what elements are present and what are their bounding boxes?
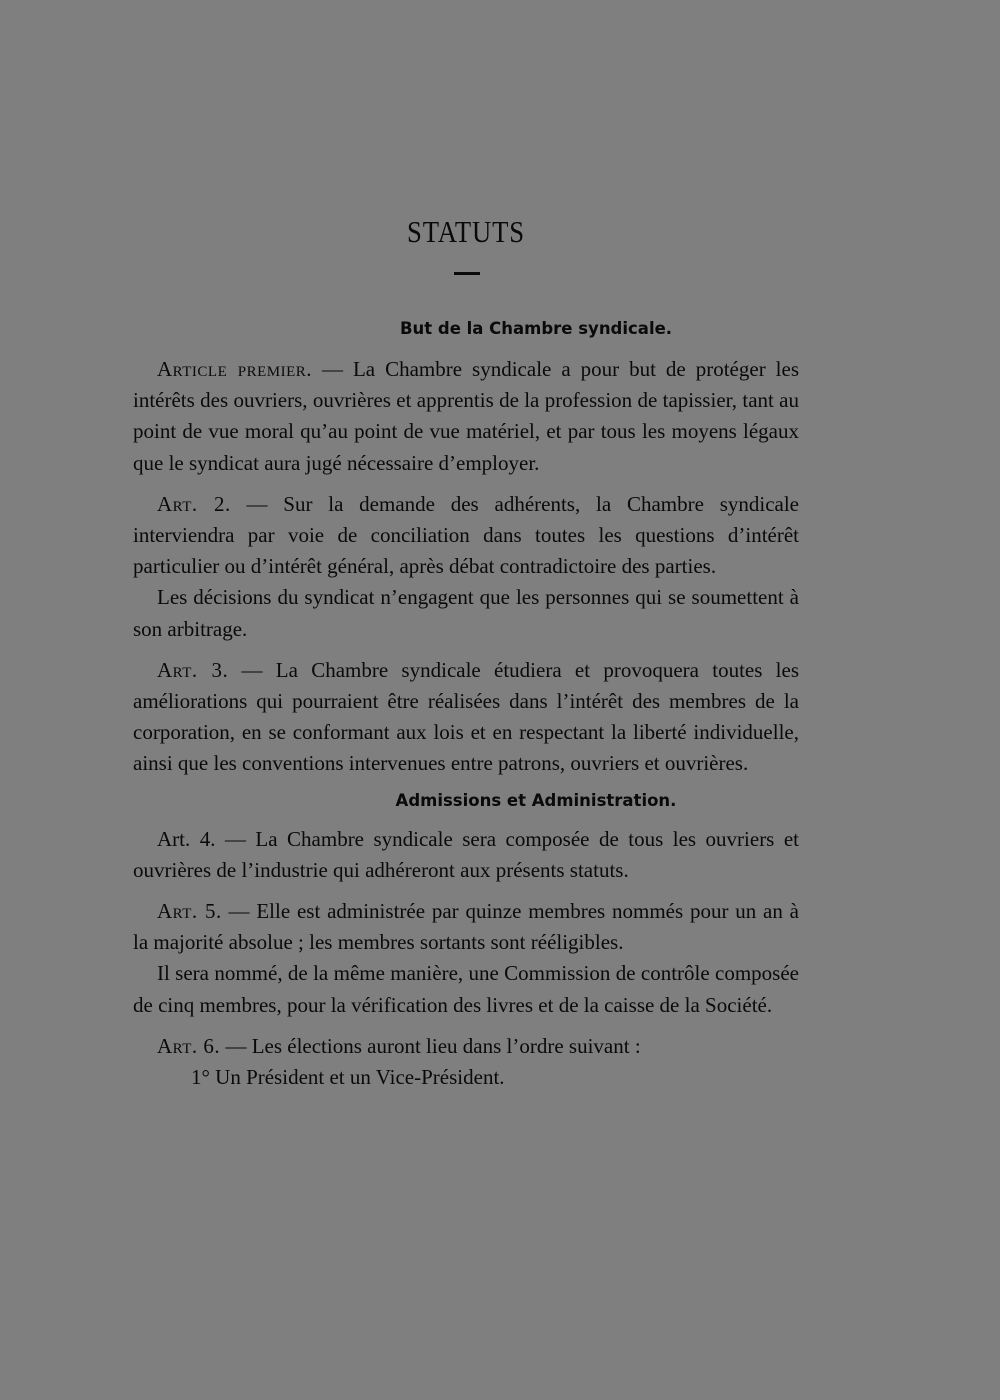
article-6-item-1: 1° Un Président et un Vice-Président. xyxy=(191,1065,505,1090)
article-3-text: — La Chambre syndicale étudiera et provoquera toutes les améliorations qui pourraient être réalisées dans l’intérêt des membres de la corporation, en se conformant aux lois et en respectant la liberté individuelle, ainsi que les conventions intervenues entre patrons, ouvriers et ouvrières. xyxy=(133,657,800,776)
article-5 xyxy=(133,896,799,958)
article-3 xyxy=(133,655,799,780)
article-6-label: Art. 6. xyxy=(157,1033,221,1058)
document-body xyxy=(133,314,799,1093)
article-5-label: Art. 5. xyxy=(157,899,222,924)
article-3-label: Art. 3. xyxy=(157,657,229,682)
article-1-text: — La Chambre syndicale a pour but de protéger les intérêts des ouvriers, ouvrières et apprentis de la profession de tapissier, tant au point de vue moral qu’au point de vue matériel, et par tous les moyens légaux que le syndicat aura jugé nécessaire d’employer. xyxy=(133,357,799,475)
section-heading-admissions: Admissions et Administration. xyxy=(395,790,677,810)
article-1 xyxy=(133,354,799,479)
article-2-label: Art. 2. xyxy=(157,491,231,516)
article-6-text: — Les élections auront lieu dans l’ordre suivant : xyxy=(220,1033,641,1058)
article-4-text: — La Chambre syndicale sera composée de tous les ouvriers et ouvrières de l’industrie qui adhéreront aux présents statuts. xyxy=(133,826,799,882)
article-5-text: — Elle est administrée par quinze membres nommés pour un an à la majorité absolue ; les membres sortants sont rééligibles. xyxy=(133,899,799,955)
section-heading-but: But de la Chambre syndicale. xyxy=(399,319,673,338)
article-2 xyxy=(133,489,799,583)
article-5-paragraph-2: Il sera nommé, de la même manière, une Commission de contrôle composée de cinq membres, pour la vérification des livres et de la caisse de la Société. xyxy=(133,961,799,1017)
article-2-text: — Sur la demande des adhérents, la Chambre syndicale interviendra par voie de conciliation dans toutes les questions d’intérêt particulier ou d’intérêt général, après débat contradictoire des parties. xyxy=(133,491,800,579)
article-6 xyxy=(133,1031,799,1062)
article-2-paragraph-2: Les décisions du syndicat n’engagent que les personnes qui se soumettent à son arbitrage. xyxy=(133,585,799,641)
article-1-label: Article premier. xyxy=(157,357,312,381)
title-rule xyxy=(454,272,480,275)
article-4-label: Art. 4. xyxy=(157,826,216,851)
article-4 xyxy=(133,824,799,886)
document-title: STATUTS xyxy=(407,214,525,249)
